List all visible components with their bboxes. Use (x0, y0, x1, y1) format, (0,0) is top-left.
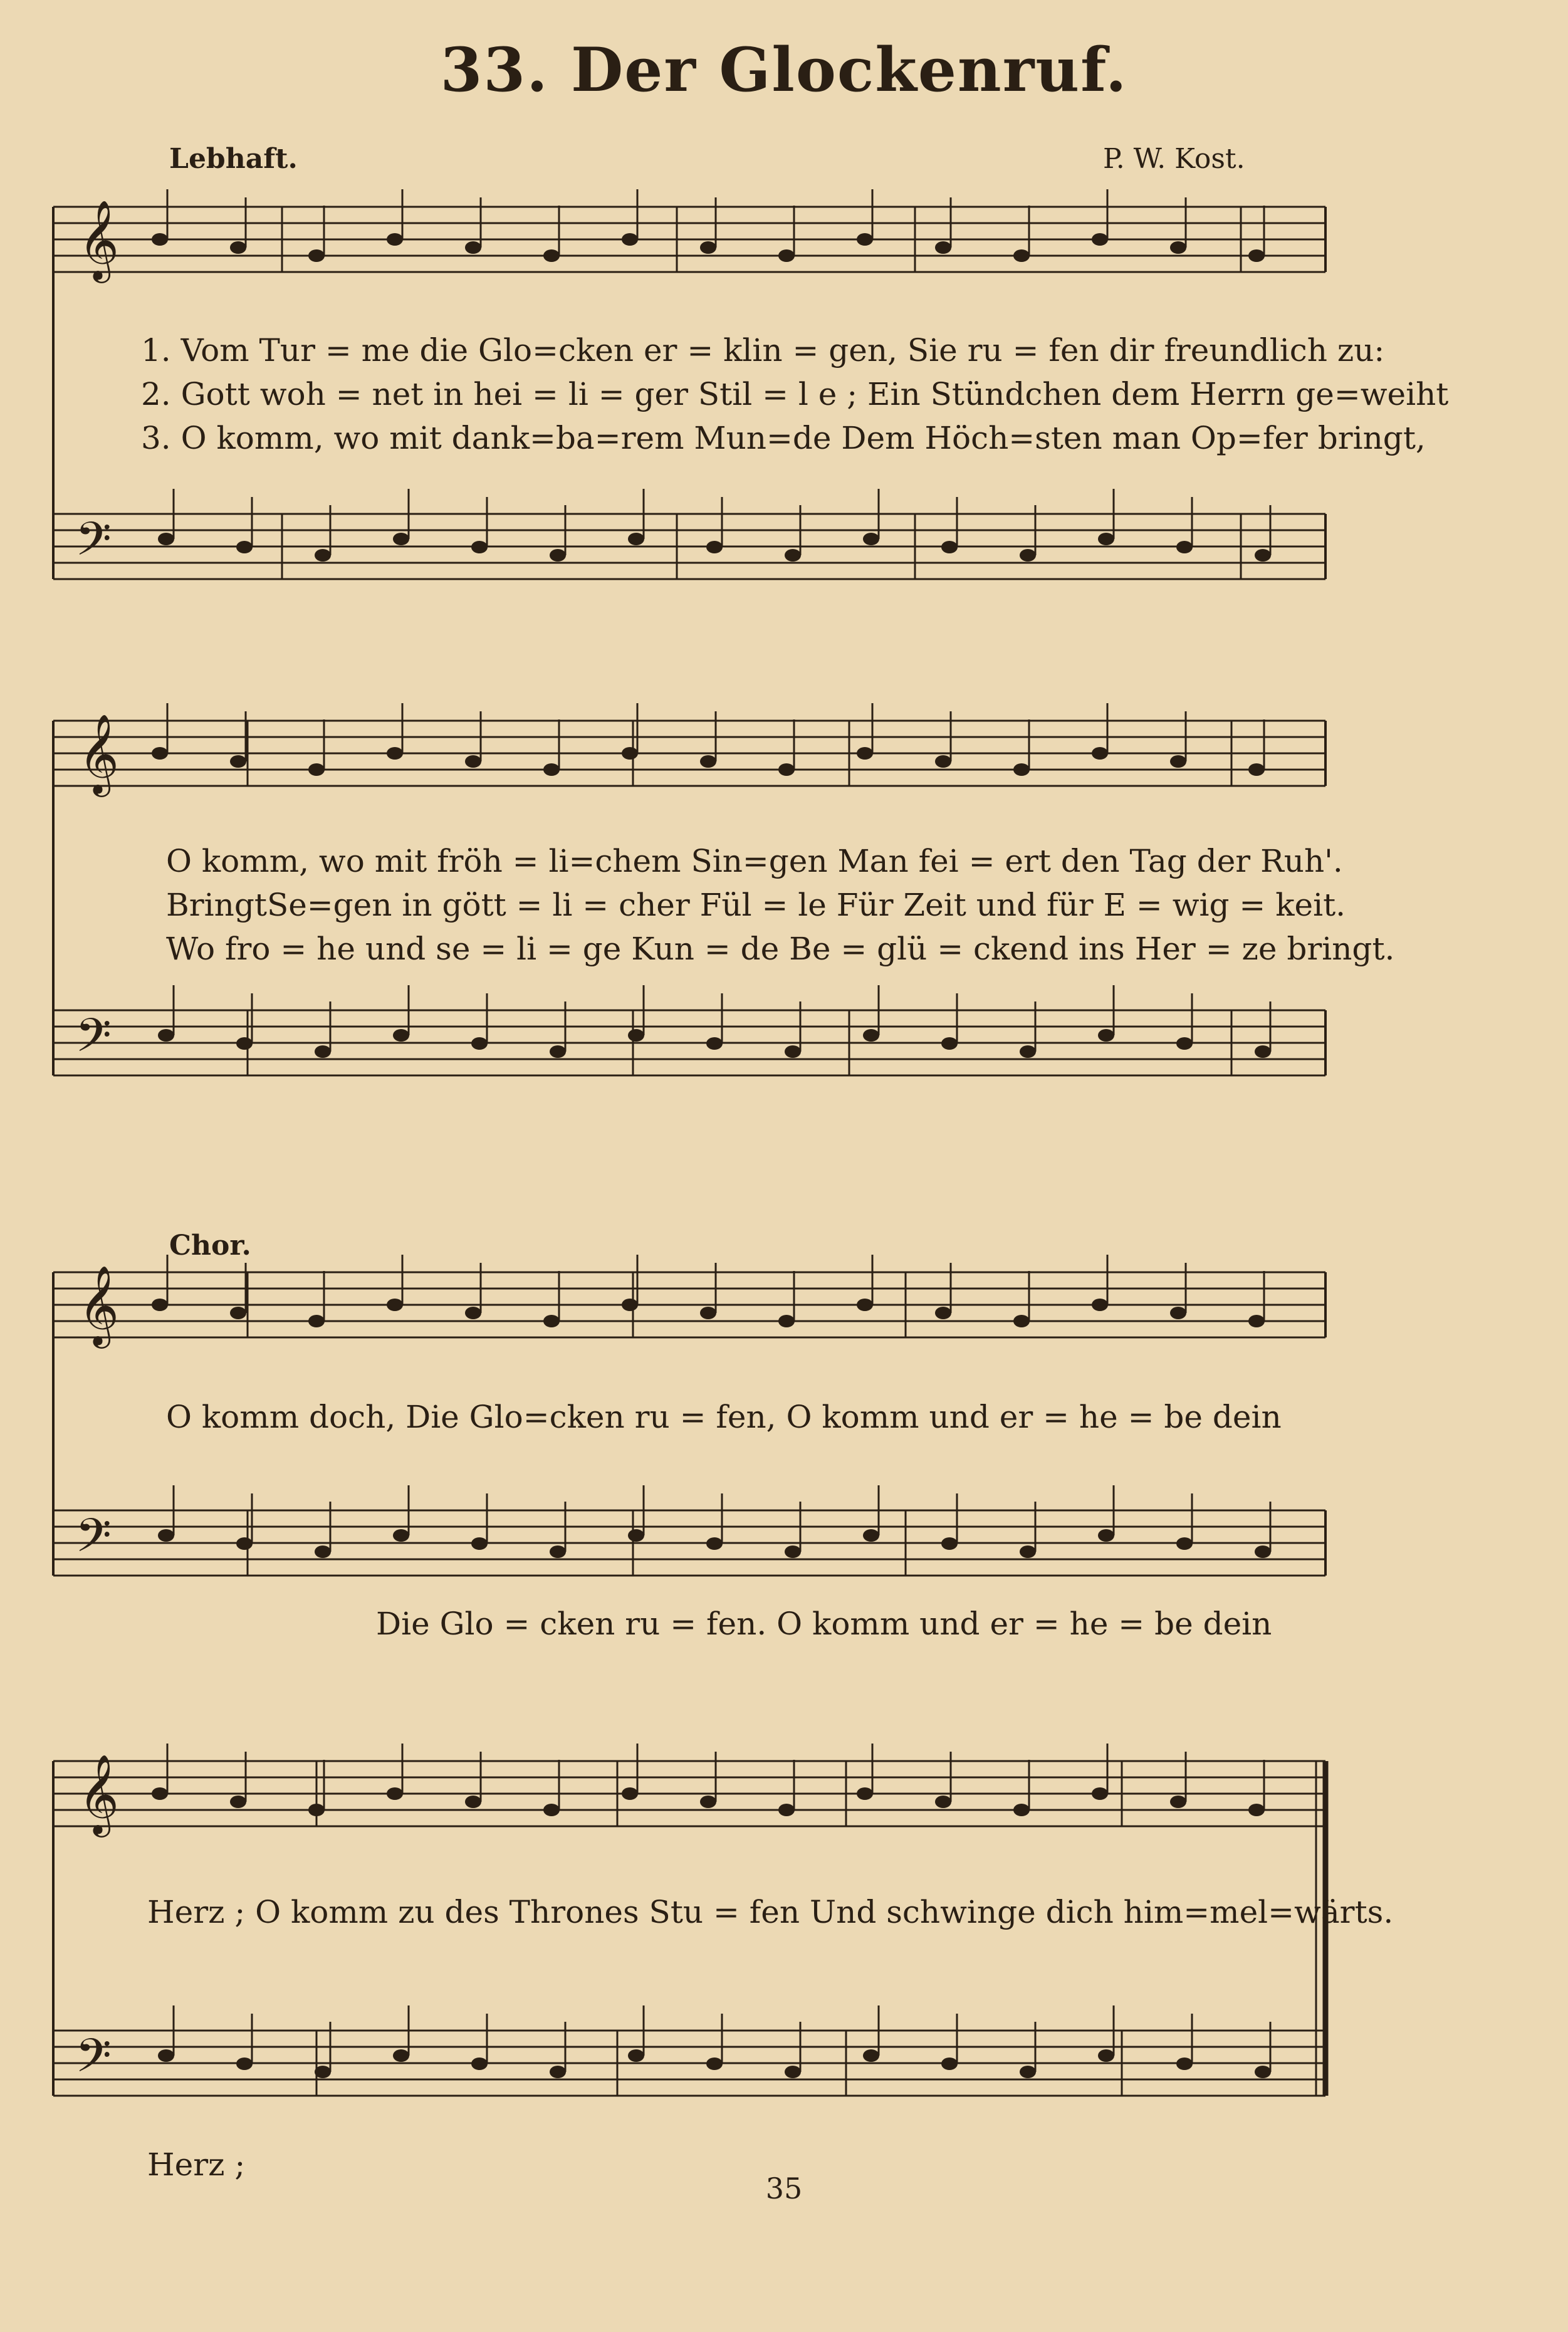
note-head (393, 2049, 409, 2062)
note-head (393, 1529, 409, 1542)
note-head (785, 2066, 801, 2078)
note-head (700, 241, 716, 254)
note-head (785, 549, 801, 562)
treble-clef-icon: 𝄞 (78, 1754, 120, 1834)
lyric-line: 2. Gott woh = net in hei = li = ger Stil = l e ; Ein Stündchen dem Herrn ge=weiht (141, 376, 1449, 412)
note-head (1248, 763, 1265, 776)
note-head (236, 2057, 253, 2070)
note-head (1176, 2057, 1193, 2070)
note-head (543, 249, 560, 262)
note-head (1098, 1029, 1114, 1042)
note-head (543, 1804, 560, 1816)
note-head (785, 1045, 801, 1058)
note-head (308, 1315, 325, 1327)
note-head (1176, 1537, 1193, 1550)
note-head (550, 549, 566, 562)
note-head (1020, 1545, 1036, 1558)
note-head (628, 2049, 644, 2062)
note-head (1020, 2066, 1036, 2078)
note-head (315, 2066, 331, 2078)
note-head (1248, 1315, 1265, 1327)
note-head (1092, 1299, 1108, 1311)
note-head (700, 1307, 716, 1319)
note-head (1092, 747, 1108, 760)
note-head (230, 755, 246, 768)
note-head (857, 1787, 873, 1800)
note-head (471, 2057, 488, 2070)
note-head (315, 1545, 331, 1558)
note-head (1170, 755, 1186, 768)
note-head (230, 1307, 246, 1319)
note-head (152, 1787, 168, 1800)
note-head (1170, 241, 1186, 254)
note-head (387, 747, 403, 760)
note-head (622, 233, 638, 246)
lyric-line: O komm, wo mit fröh = li=chem Sin=gen Man fei = ert den Tag der Ruh'. (166, 843, 1343, 879)
note-head (1092, 233, 1108, 246)
note-head (465, 1307, 481, 1319)
note-head (308, 1804, 325, 1816)
note-head (465, 241, 481, 254)
chorus-label: Chor. (169, 1230, 251, 1262)
treble-clef-icon: 𝄞 (78, 713, 120, 793)
note-head (393, 1029, 409, 1042)
note-head (308, 249, 325, 262)
treble-clef-icon: 𝄞 (78, 1265, 120, 1345)
note-head (158, 1029, 174, 1042)
note-head (315, 1045, 331, 1058)
note-head (152, 1299, 168, 1311)
note-head (393, 533, 409, 545)
composer-credit: P. W. Kost. (1103, 143, 1245, 175)
lyric-line: O komm doch, Die Glo=cken ru = fen, O komm und er = he = be dein (166, 1399, 1282, 1435)
note-head (308, 763, 325, 776)
note-head (1255, 549, 1271, 562)
note-head (935, 241, 951, 254)
note-head (628, 1029, 644, 1042)
note-head (1255, 1045, 1271, 1058)
note-head (700, 1796, 716, 1808)
note-head (465, 755, 481, 768)
note-head (236, 1537, 253, 1550)
note-head (1013, 1804, 1030, 1816)
note-head (863, 1529, 879, 1542)
lyric-line: Wo fro = he und se = li = ge Kun = de Be = glü = ckend ins Her = ze bringt. (166, 931, 1395, 967)
note-head (1098, 2049, 1114, 2062)
note-head (236, 541, 253, 553)
note-head (863, 1029, 879, 1042)
note-head (1013, 1315, 1030, 1327)
note-head (778, 249, 795, 262)
note-head (941, 1037, 958, 1050)
page-number: 35 (765, 2172, 803, 2205)
note-head (152, 233, 168, 246)
lyric-line: Herz ; (147, 2146, 246, 2183)
bass-clef-icon: 𝄢 (75, 1008, 112, 1074)
note-head (471, 541, 488, 553)
note-head (778, 1315, 795, 1327)
note-head (935, 1796, 951, 1808)
note-head (706, 2057, 723, 2070)
note-head (543, 763, 560, 776)
lyric-line: 3. O komm, wo mit dank=ba=rem Mun=de Dem Höch=sten man Op=fer bringt, (141, 420, 1426, 456)
note-head (1098, 533, 1114, 545)
note-head (158, 1529, 174, 1542)
note-head (1170, 1307, 1186, 1319)
note-head (543, 1315, 560, 1327)
note-head (387, 233, 403, 246)
note-head (1176, 1037, 1193, 1050)
page-title: 33. Der Glockenruf. (440, 34, 1128, 105)
note-head (230, 241, 246, 254)
note-head (152, 747, 168, 760)
lyric-line: Die Glo = cken ru = fen. O komm und er = he = be dein (376, 1606, 1272, 1642)
note-head (158, 2049, 174, 2062)
note-head (1248, 249, 1265, 262)
lyric-line: Herz ; O komm zu des Thrones Stu = fen Und schwinge dich him=mel=wärts. (147, 1894, 1394, 1930)
note-head (941, 2057, 958, 2070)
note-head (387, 1299, 403, 1311)
note-head (941, 541, 958, 553)
note-head (1020, 549, 1036, 562)
note-head (935, 755, 951, 768)
staff-systems (53, 189, 1325, 2096)
note-head (315, 549, 331, 562)
note-head (622, 1787, 638, 1800)
tempo-marking: Lebhaft. (169, 143, 298, 175)
note-head (706, 1537, 723, 1550)
note-head (706, 1037, 723, 1050)
note-head (1092, 1787, 1108, 1800)
note-head (550, 1045, 566, 1058)
note-head (628, 1529, 644, 1542)
note-head (778, 763, 795, 776)
note-head (622, 747, 638, 760)
note-head (622, 1299, 638, 1311)
note-head (1255, 2066, 1271, 2078)
bass-clef-icon: 𝄢 (75, 2029, 112, 2094)
lyric-line: BringtSe=gen in gött = li = cher Fül = le Für Zeit und für E = wig = keit. (166, 887, 1346, 923)
note-head (387, 1787, 403, 1800)
note-head (1098, 1529, 1114, 1542)
note-head (230, 1796, 246, 1808)
note-head (700, 755, 716, 768)
note-head (863, 533, 879, 545)
note-head (1176, 541, 1193, 553)
note-head (550, 1545, 566, 1558)
note-head (863, 2049, 879, 2062)
note-head (1170, 1796, 1186, 1808)
note-head (1020, 1045, 1036, 1058)
note-head (941, 1537, 958, 1550)
note-head (857, 233, 873, 246)
note-head (628, 533, 644, 545)
note-head (1248, 1804, 1265, 1816)
lyric-line: 1. Vom Tur = me die Glo=cken er = klin = gen, Sie ru = fen dir freundlich zu: (141, 332, 1385, 369)
note-head (857, 1299, 873, 1311)
note-head (857, 747, 873, 760)
bass-clef-icon: 𝄢 (75, 1508, 112, 1574)
note-head (785, 1545, 801, 1558)
treble-clef-icon: 𝄞 (78, 199, 120, 280)
note-head (1013, 763, 1030, 776)
note-head (471, 1037, 488, 1050)
note-head (1255, 1545, 1271, 1558)
note-head (236, 1037, 253, 1050)
note-head (465, 1796, 481, 1808)
note-head (471, 1537, 488, 1550)
note-head (1013, 249, 1030, 262)
bass-clef-icon: 𝄢 (75, 512, 112, 578)
note-head (778, 1804, 795, 1816)
note-head (550, 2066, 566, 2078)
note-head (706, 541, 723, 553)
note-head (935, 1307, 951, 1319)
note-head (158, 533, 174, 545)
